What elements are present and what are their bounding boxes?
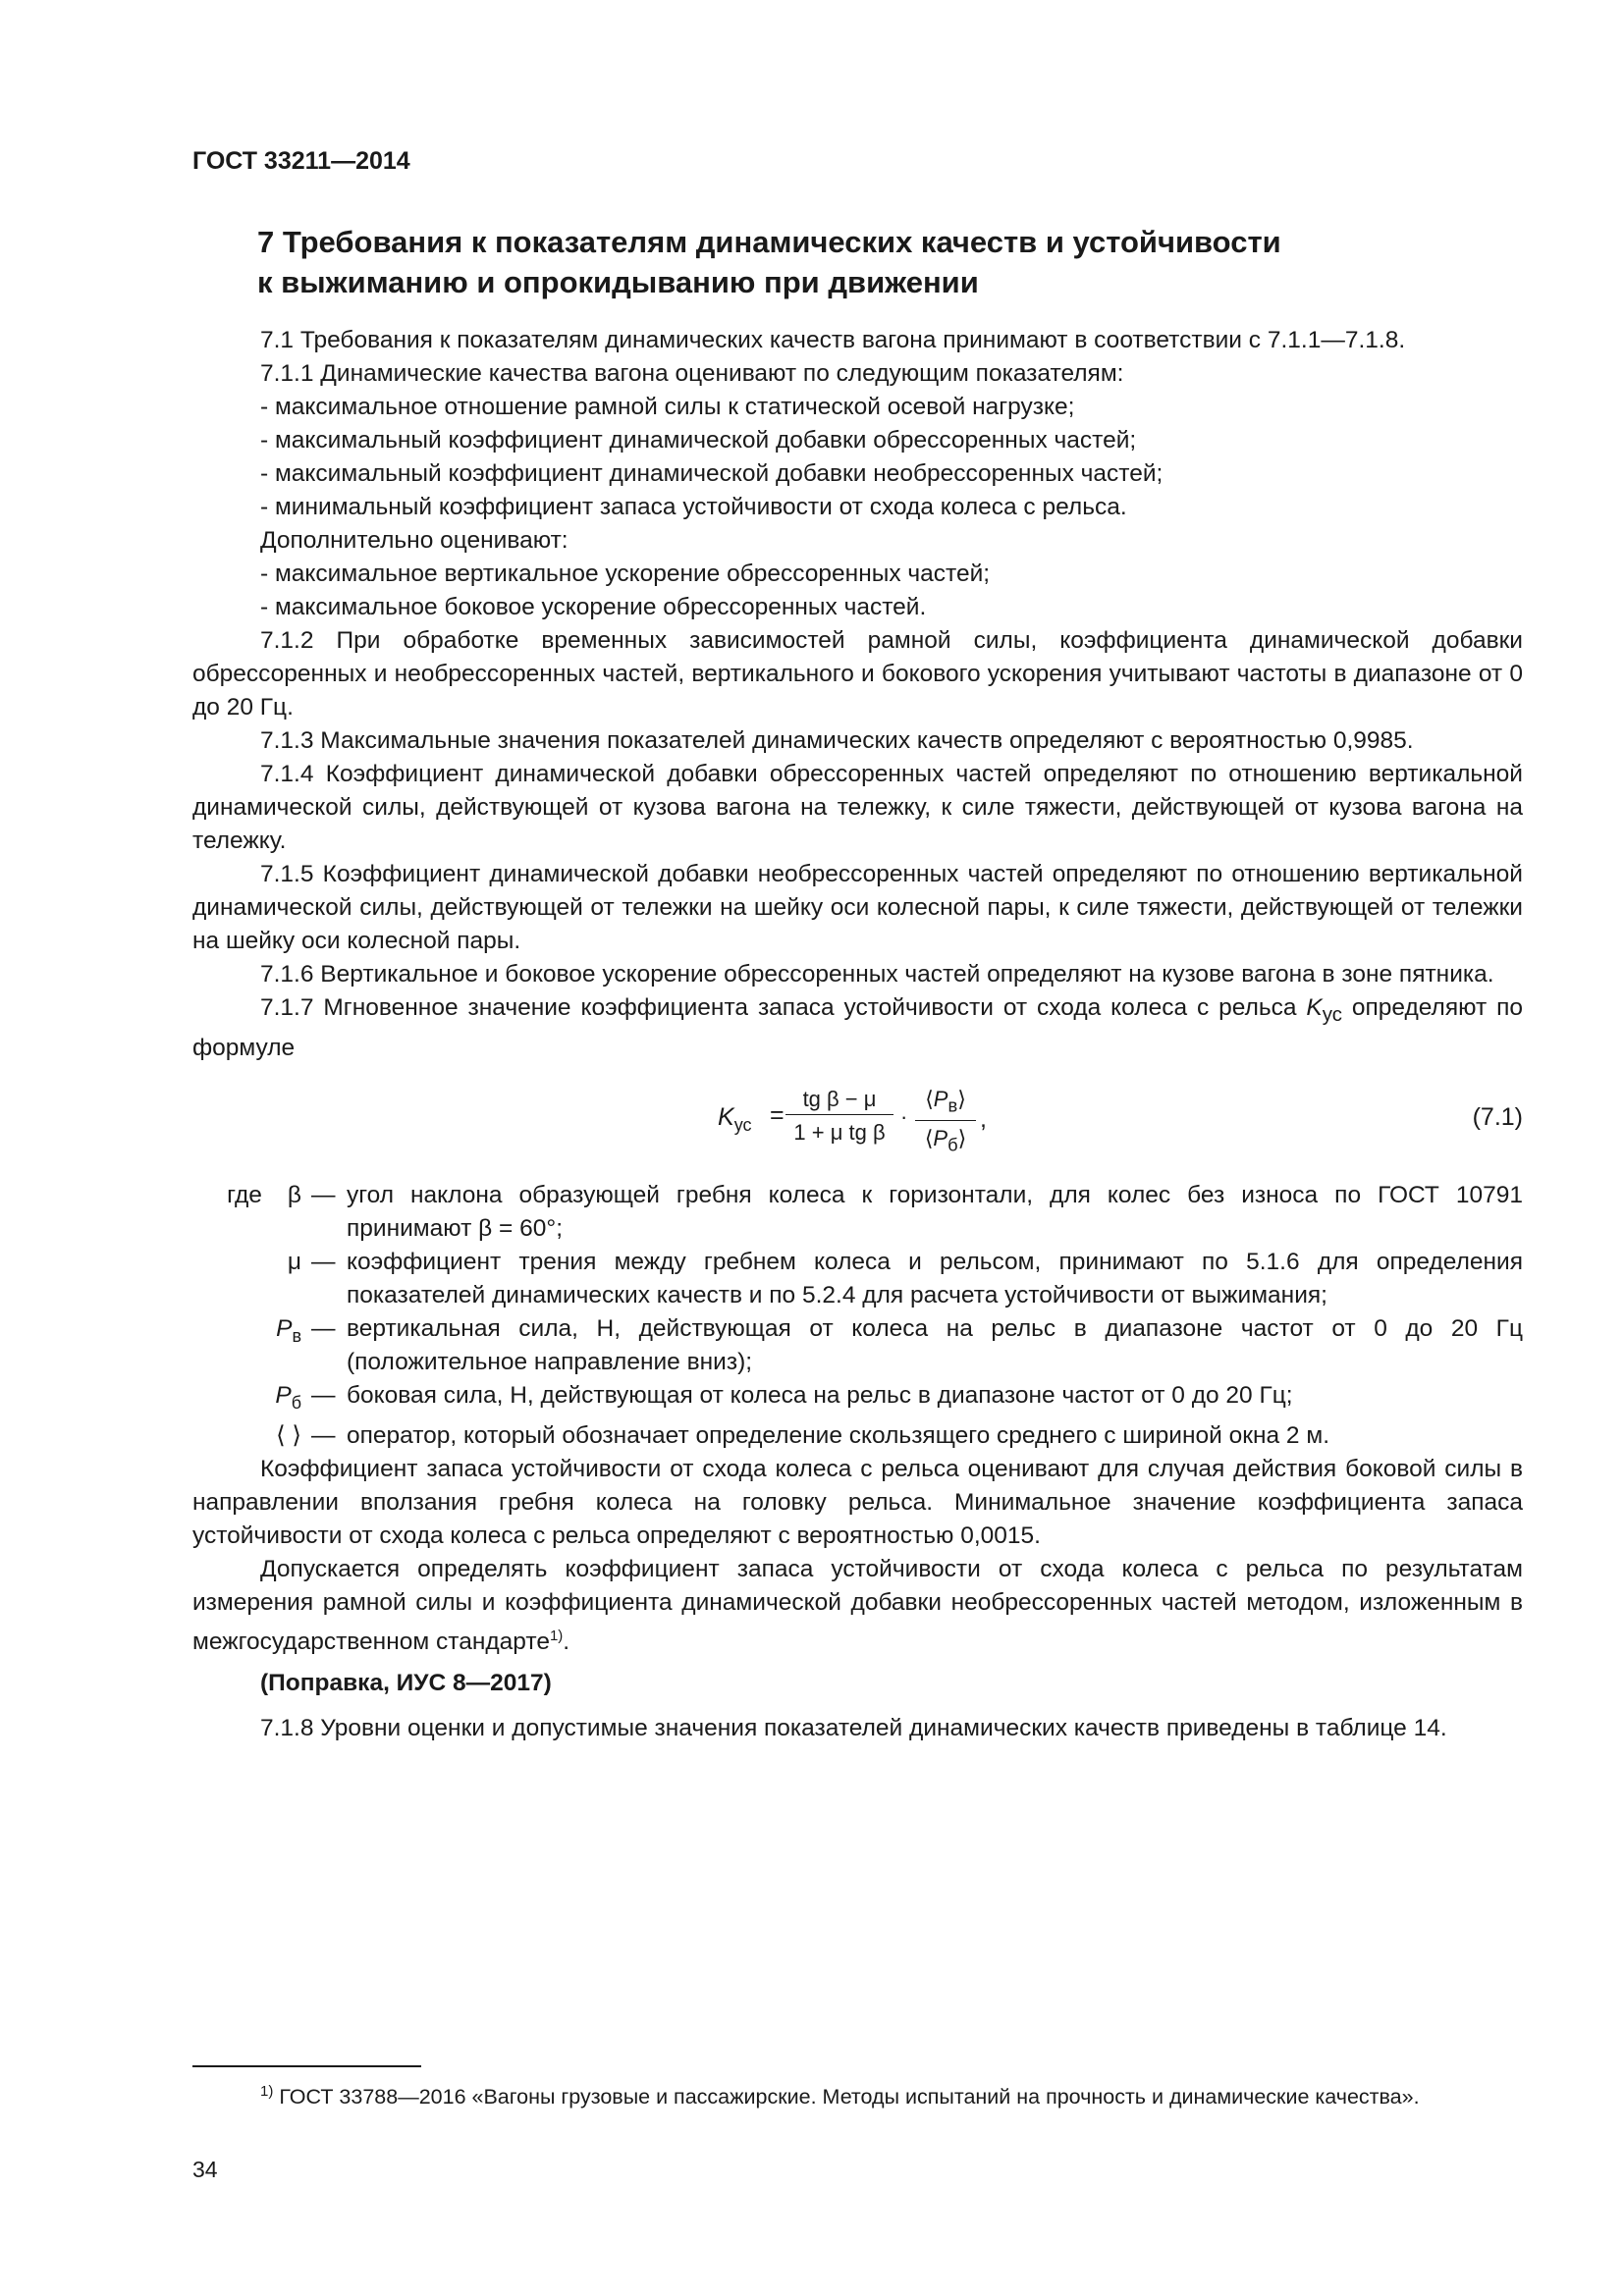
list-item: - максимальное боковое ускорение обрессоренных частей. [260, 594, 927, 620]
formula-fraction-2 [915, 1085, 976, 1161]
formula-multiply-dot: · [900, 1103, 908, 1129]
list-item: - максимальное отношение рамной силы к статической осевой нагрузке; [260, 394, 1075, 420]
where-row [192, 1379, 1523, 1419]
formula-number: (7.1) [1472, 1102, 1523, 1131]
paragraph-7-1-1: 7.1.1 Динамические качества вагона оценивают по следующим показателям: [260, 360, 1124, 387]
fraction-2-numerator [915, 1085, 976, 1121]
list-item: - максимальный коэффициент динамической добавки необрессоренных частей; [260, 460, 1164, 487]
angle-brackets-symbol: ⟨ ⟩ [276, 1421, 301, 1449]
fraction-1-denominator: 1 + μ tg β [793, 1119, 886, 1145]
where-row [192, 1246, 1523, 1312]
angle-bracket-right: ⟩ [957, 1086, 966, 1111]
kys-symbol: K [1306, 994, 1323, 1021]
allowed-paragraph-end: . [563, 1628, 570, 1655]
where-symbol [192, 1246, 311, 1279]
where-dash: — [311, 1248, 336, 1275]
footnote-text: ГОСТ 33788—2016 «Вагоны грузовые и пассажирские. Методы испытаний на прочность и динамические качества». [279, 2085, 1420, 2109]
document-header: ГОСТ 33211—2014 [192, 147, 410, 175]
pv-subscript: в [947, 1095, 958, 1116]
kys-subscript: ус [1322, 1003, 1342, 1026]
formula-equals: = [770, 1100, 785, 1129]
list-item: - максимальное вертикальное ускорение обрессоренных частей; [260, 561, 991, 587]
list-item: - минимальный коэффициент запаса устойчивости от схода колеса с рельса. [260, 494, 1127, 520]
pb-symbol: P [933, 1126, 948, 1151]
page-number: 34 [192, 2157, 218, 2182]
angle-bracket-left: ⟨ [924, 1126, 934, 1151]
footnote-reference[interactable]: 1) [549, 1627, 564, 1644]
formula-fraction-1 [785, 1085, 893, 1148]
paragraph-7-1-4: 7.1.4 Коэффициент динамической добавки обрессоренных частей определяют по отношению вертикальной динамической силы, действующей от кузова вагона на тележку, к силе тяжести, действующей от кузова вагона на тележку. [192, 761, 1523, 854]
section-title-line-1: 7 Требования к показателям динамических качеств и устойчивости [257, 225, 1281, 259]
pb-subscript: б [947, 1134, 958, 1155]
coefficient-paragraph: Коэффициент запаса устойчивости от схода колеса с рельса оценивают для случая действия боковой силы в направлении вползания гребня колеса на головку рельса. Минимальное значение коэффициента запаса устойчивости от схода колеса с рельса определяют с вероятностью 0,0015. [192, 1455, 1523, 1549]
paragraph-7-1-2: 7.1.2 При обработке временных зависимостей рамной силы, коэффициента динамической добавки обрессоренных и необрессоренных частей, вертикального и бокового ускорения учитывают частоты в диапазоне от 0 до 20 Гц. [192, 627, 1523, 721]
where-dash: — [311, 1381, 336, 1409]
footnote-mark: 1) [260, 2083, 274, 2100]
section-title [257, 222, 1435, 302]
pv-symbol: P [276, 1314, 293, 1342]
section-title-line-2: к выжиманию и опрокидыванию при движении [257, 265, 979, 299]
where-label: где [227, 1181, 262, 1208]
pb-subscript: б [291, 1392, 301, 1413]
amendment-note: (Поправка, ИУС 8—2017) [260, 1669, 552, 1696]
pv-subscript: в [292, 1325, 301, 1346]
formula-7-1 [192, 1071, 1523, 1169]
angle-bracket-left: ⟨ [925, 1086, 934, 1111]
where-dash: — [311, 1314, 336, 1342]
formula-lhs-symbol: K [718, 1102, 734, 1131]
pv-symbol: P [933, 1086, 948, 1111]
paragraph-7-1-5: 7.1.5 Коэффициент динамической добавки необрессоренных частей определяют по отношению вертикальной динамической силы, действующей от тележки на шейку оси колесной пары, к силе тяжести, действующей от тележки на шейку оси колесной пары. [192, 861, 1523, 954]
formula-lhs [718, 1100, 752, 1142]
fraction-1-numerator: tg β − μ [785, 1085, 893, 1115]
where-definition: вертикальная сила, Н, действующая от колеса на рельс в диапазоне частот от 0 до 20 Гц (положительное направление вниз); [347, 1314, 1523, 1375]
footnote [192, 2077, 1523, 2111]
paragraph-7-1-7-text: 7.1.7 Мгновенное значение коэффициента запаса устойчивости от схода колеса с рельса [260, 994, 1297, 1021]
paragraph-7-1-6: 7.1.6 Вертикальное и боковое ускорение обрессоренных частей определяют на кузове вагона в зоне пятника. [260, 961, 1494, 988]
where-row [192, 1419, 1523, 1453]
allowed-paragraph [192, 1553, 1523, 1659]
where-row [192, 1312, 1523, 1379]
where-definition: угол наклона образующей гребня колеса к горизонтали, для колес без износа по ГОСТ 10791 принимают β = 60°; [347, 1181, 1523, 1242]
paragraph-7-1-7 [192, 991, 1523, 1065]
where-block [192, 1179, 1523, 1453]
document-body [192, 324, 1523, 1745]
additional-label: Дополнительно оценивают: [260, 527, 568, 554]
angle-bracket-right: ⟩ [957, 1126, 967, 1151]
footnote-divider [192, 2065, 421, 2067]
where-definition: коэффициент трения между гребнем колеса и рельсом, принимают по 5.1.6 для определения показателей динамических качеств и по 5.2.4 для расчета устойчивости от выжимания; [347, 1248, 1523, 1308]
paragraph-7-1-7-end: определяют по формуле [192, 994, 1523, 1061]
paragraph-7-1-3: 7.1.3 Максимальные значения показателей динамических качеств определяют с вероятностью 0,9985. [260, 727, 1414, 754]
where-symbol [192, 1379, 311, 1419]
mu-symbol: μ [287, 1248, 301, 1275]
paragraph-7-1: 7.1 Требования к показателям динамических качеств вагона принимают в соответствии с 7.1.1—7.1.8. [260, 327, 1406, 353]
where-symbol [192, 1419, 311, 1453]
list-item: - максимальный коэффициент динамической добавки обрессоренных частей; [260, 427, 1137, 454]
formula-lhs-subscript: ус [733, 1114, 752, 1135]
where-definition: боковая сила, Н, действующая от колеса на рельс в диапазоне частот от 0 до 20 Гц; [347, 1381, 1293, 1409]
beta-symbol: β [287, 1181, 301, 1208]
where-symbol [192, 1312, 311, 1353]
formula-comma: , [980, 1104, 987, 1133]
where-row [192, 1179, 1523, 1246]
paragraph-7-1-8: 7.1.8 Уровни оценки и допустимые значения показателей динамических качеств приведены в таблице 14. [260, 1714, 1447, 1741]
allowed-paragraph-text: Допускается определять коэффициент запаса устойчивости от схода колеса с рельса по результатам измерения рамной силы и коэффициента динамической добавки необрессоренных частей методом, изложенным в межгосударственном стандарте [192, 1555, 1523, 1655]
pb-symbol: P [275, 1381, 292, 1409]
where-dash: — [311, 1421, 336, 1449]
where-definition: оператор, который обозначает определение скользящего среднего с шириной окна 2 м. [347, 1421, 1330, 1449]
where-symbol [192, 1179, 311, 1212]
fraction-2-denominator [915, 1121, 976, 1160]
where-dash: — [311, 1181, 336, 1208]
